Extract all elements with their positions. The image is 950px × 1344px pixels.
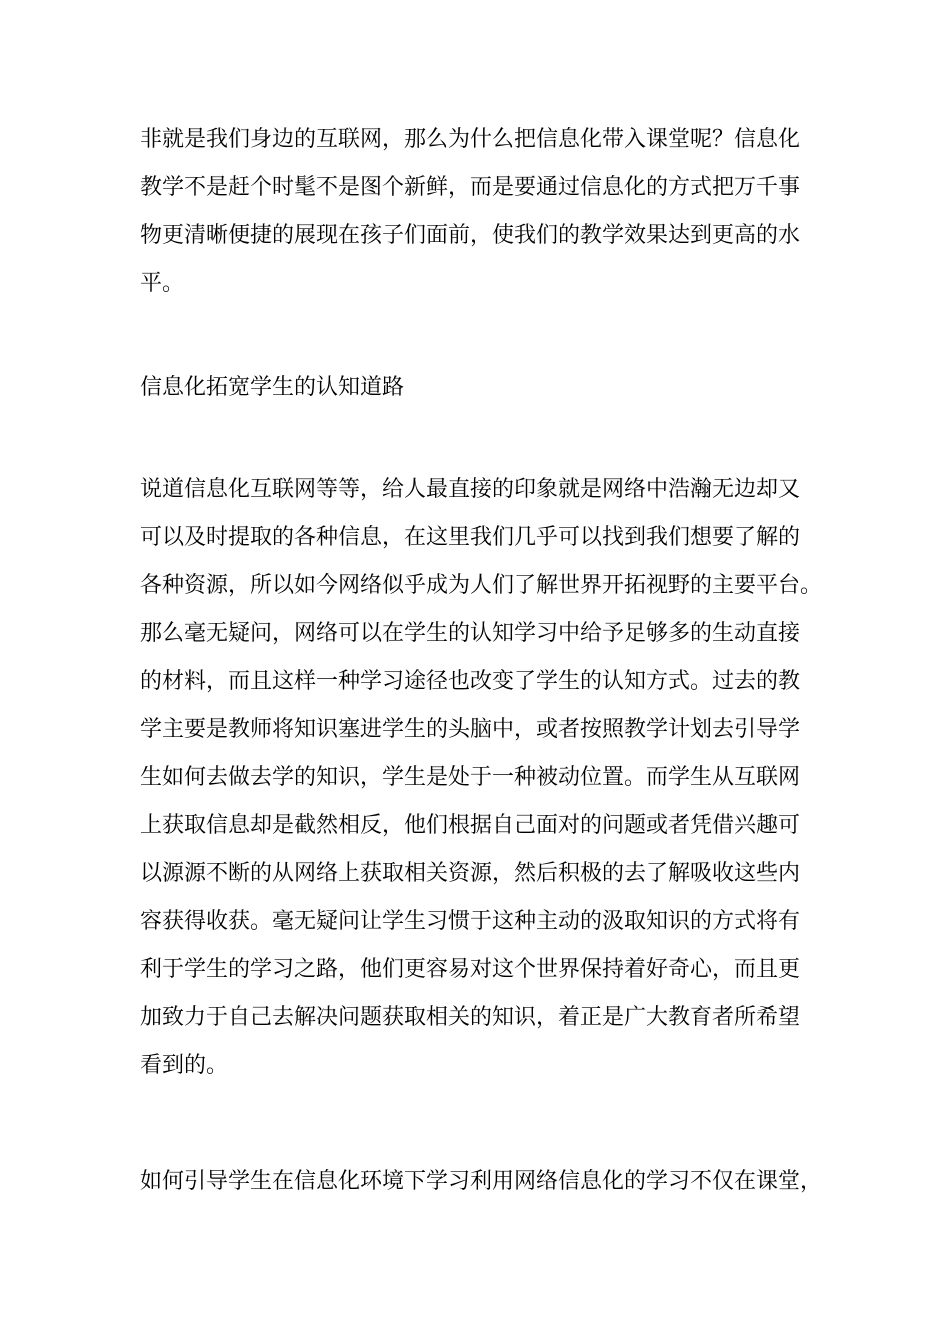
paragraph-line: 说道信息化互联网等等，给人最直接的印象就是网络中浩瀚无边却又: [140, 477, 801, 502]
paragraph-line: 物更清晰便捷的展现在孩子们面前，使我们的教学效果达到更高的水: [140, 223, 801, 248]
paragraph-line: 上获取信息却是截然相反，他们根据自己面对的问题或者凭借兴趣可: [140, 813, 801, 838]
paragraph-line: 那么毫无疑问，网络可以在学生的认知学习中给予足够多的生动直接: [140, 621, 801, 646]
heading-text: 信息化拓宽学生的认知道路: [140, 375, 405, 400]
paragraph-line: 加致力于自己去解决问题获取相关的知识，着正是广大教育者所希望: [140, 1005, 801, 1030]
paragraph-line: 如何引导学生在信息化环境下学习利用网络信息化的学习不仅在课堂，: [140, 1169, 823, 1194]
section-heading: [140, 364, 840, 412]
paragraph-line: 非就是我们身边的互联网，那么为什么把信息化带入课堂呢？信息化: [140, 127, 801, 152]
paragraph-line: 容获得收获。毫无疑问让学生习惯于这种主动的汲取知识的方式将有: [140, 909, 801, 934]
paragraph-line: 看到的。: [140, 1053, 229, 1078]
paragraph-line: 的材料，而且这样一种学习途径也改变了学生的认知方式。过去的教: [140, 669, 801, 694]
paragraph-line: 平。: [140, 271, 185, 296]
paragraph-line: 利于学生的学习之路，他们更容易对这个世界保持着好奇心，而且更: [140, 957, 801, 982]
paragraph-line: 以源源不断的从网络上获取相关资源，然后积极的去了解吸收这些内: [140, 861, 801, 886]
paragraph-line: 学主要是教师将知识塞进学生的头脑中，或者按照教学计划去引导学: [140, 717, 801, 742]
paragraph-line: 各种资源，所以如今网络似乎成为人们了解世界开拓视野的主要平台。: [140, 573, 823, 598]
paragraph-1: [140, 116, 840, 308]
paragraph-line: 教学不是赶个时髦不是图个新鲜，而是要通过信息化的方式把万千事: [140, 175, 801, 200]
paragraph-3: [140, 1158, 840, 1206]
paragraph-line: 可以及时提取的各种信息，在这里我们几乎可以找到我们想要了解的: [140, 525, 801, 550]
paragraph-line: 生如何去做去学的知识，学生是处于一种被动位置。而学生从互联网: [140, 765, 801, 790]
paragraph-2: [140, 466, 840, 1090]
